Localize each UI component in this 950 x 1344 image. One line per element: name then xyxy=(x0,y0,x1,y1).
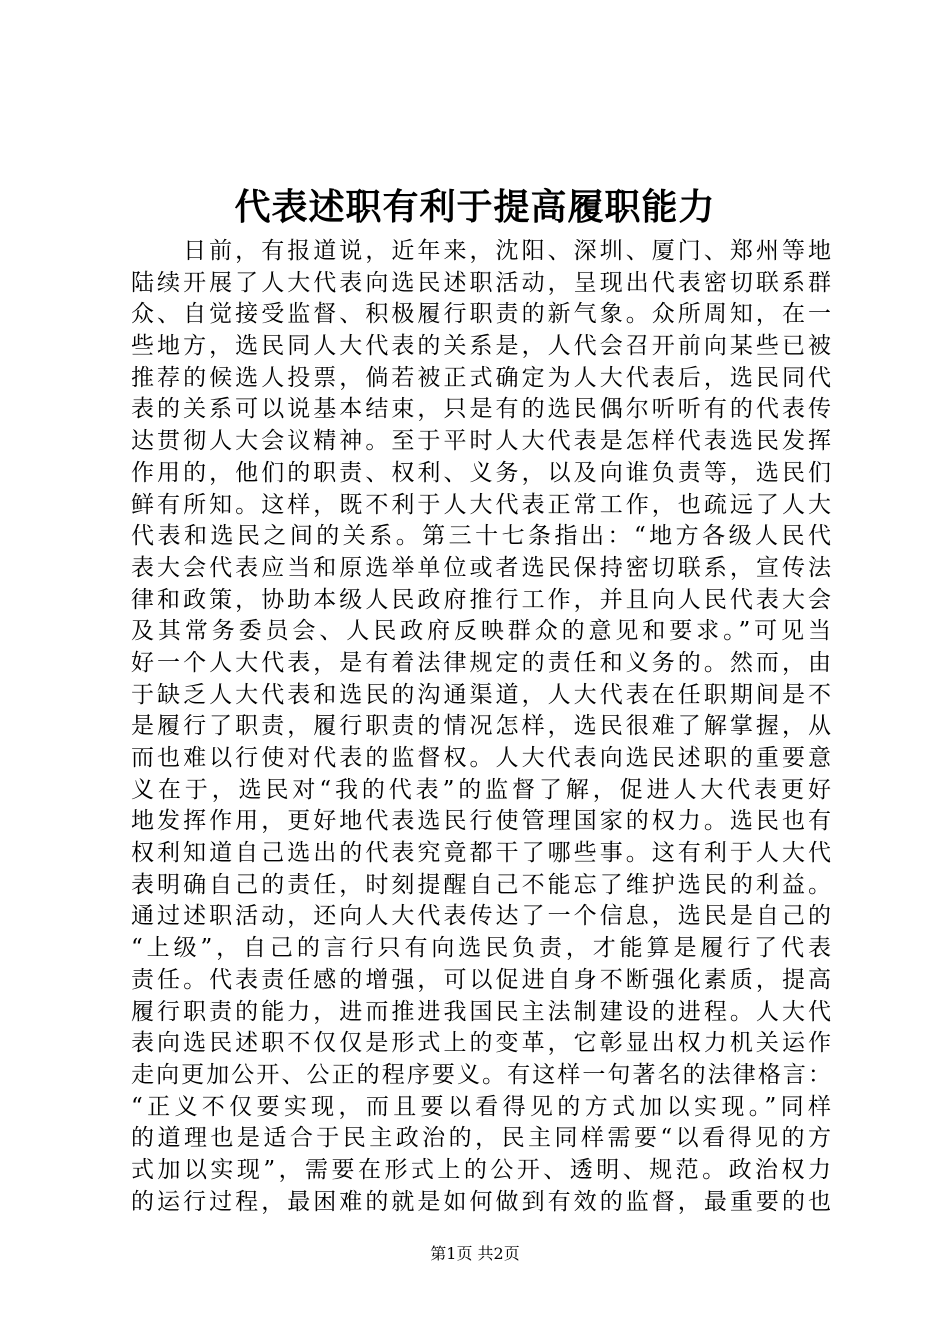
body-line: 表明确自己的责任，时刻提醒自己不能忘了维护选民的利益。 xyxy=(131,871,831,898)
body-line: 表向选民述职不仅仅是形式上的变革，它彰显出权力机关运作 xyxy=(131,1030,831,1057)
body-line: 通过述职活动，还向人大代表传达了一个信息，选民是自己的 xyxy=(131,903,831,930)
body-line: 达贯彻人大会议精神。至于平时人大代表是怎样代表选民发挥 xyxy=(131,428,831,455)
body-line: 代表和选民之间的关系。第三十七条指出：“地方各级人民代 xyxy=(131,523,831,550)
body-line: 式加以实现”，需要在形式上的公开、透明、规范。政治权力 xyxy=(131,1156,831,1183)
body-line: 履行职责的能力，进而推进我国民主法制建设的进程。人大代 xyxy=(131,998,831,1025)
page-footer: 第1页 共2页 xyxy=(430,1244,520,1263)
body-line: 众、自觉接受监督、积极履行职责的新气象。众所周知，在一 xyxy=(131,301,831,328)
document-title: 代表述职有利于提高履职能力 xyxy=(234,186,716,228)
body-line: 律和政策，协助本级人民政府推行工作，并且向人民代表大会 xyxy=(131,586,831,613)
body-line: 鲜有所知。这样，既不利于人大代表正常工作，也疏远了人大 xyxy=(131,491,831,518)
body-text xyxy=(131,236,831,1218)
body-line: 好一个人大代表，是有着法律规定的责任和义务的。然而，由 xyxy=(131,649,831,676)
body-line: 推荐的候选人投票，倘若被正式确定为人大代表后，选民同代 xyxy=(131,364,831,391)
body-line: 义在于，选民对“我的代表”的监督了解，促进人大代表更好 xyxy=(131,776,831,803)
body-line: 作用的，他们的职责、权利、义务，以及向谁负责等，选民们 xyxy=(131,459,831,486)
body-line: 而也难以行使对代表的监督权。人大代表向选民述职的重要意 xyxy=(131,745,831,771)
body-line: 的运行过程，最困难的就是如何做到有效的监督，最重要的也 xyxy=(131,1188,831,1215)
body-line: 日前，有报道说，近年来，沈阳、深圳、厦门、郑州等地 xyxy=(131,238,831,264)
body-line: “正义不仅要实现，而且要以看得见的方式加以实现。”同样 xyxy=(131,1093,831,1120)
body-line: 于缺乏人大代表和选民的沟通渠道，人大代表在任职期间是不 xyxy=(131,681,831,708)
body-line: 表的关系可以说基本结束，只是有的选民偶尔听听有的代表传 xyxy=(131,396,831,423)
body-line: “上级”，自己的言行只有向选民负责，才能算是履行了代表 xyxy=(131,935,831,962)
body-line: 权利知道自己选出的代表究竟都干了哪些事。这有利于人大代 xyxy=(131,840,831,867)
body-line: 地发挥作用，更好地代表选民行使管理国家的权力。选民也有 xyxy=(131,808,831,835)
body-line: 陆续开展了人大代表向选民述职活动，呈现出代表密切联系群 xyxy=(131,269,831,296)
body-line: 及其常务委员会、人民政府反映群众的意见和要求。”可见当 xyxy=(131,618,831,645)
body-line: 表大会代表应当和原选举单位或者选民保持密切联系，宣传法 xyxy=(131,554,831,581)
body-line: 的道理也是适合于民主政治的，民主同样需要“以看得见的方 xyxy=(131,1125,831,1152)
body-line: 责任。代表责任感的增强，可以促进自身不断强化素质，提高 xyxy=(131,966,831,993)
body-line: 些地方，选民同人大代表的关系是，人代会召开前向某些已被 xyxy=(131,333,831,360)
body-line: 是履行了职责，履行职责的情况怎样，选民很难了解掌握，从 xyxy=(131,713,831,740)
body-line: 走向更加公开、公正的程序要义。有这样一句著名的法律格言： xyxy=(131,1061,831,1088)
